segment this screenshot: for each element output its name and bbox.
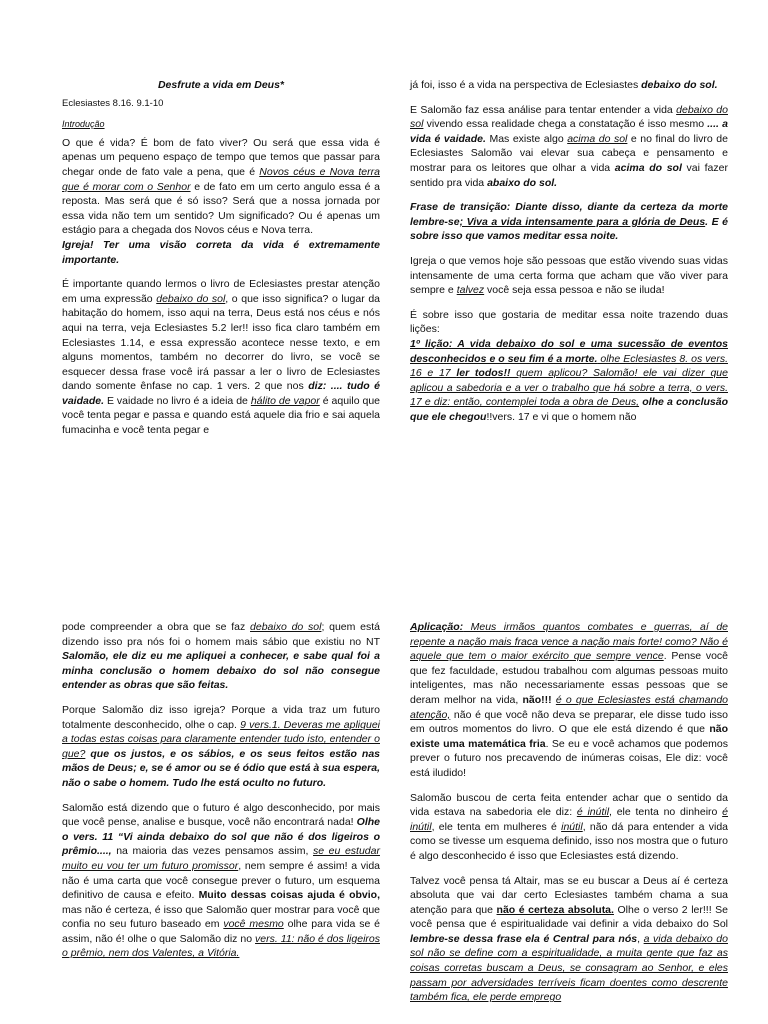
intro-paragraph bbox=[62, 136, 380, 238]
text-emphasis: ler todos!! bbox=[456, 367, 511, 380]
text: Olhe o verso 2 ler!!! Se você pensa que é espiritualidade vai definir a vida debaixo do Sol bbox=[410, 903, 728, 931]
text-emphasis: talvez bbox=[456, 284, 485, 297]
text-emphasis: Frase de transição: Diante disso, diante da certeza da morte lembre-se bbox=[410, 201, 728, 228]
text: !!vers. 17 e vi que o homem não bbox=[486, 410, 637, 423]
text-emphasis: você mesmo bbox=[223, 918, 284, 931]
body-paragraph bbox=[410, 254, 728, 298]
text-emphasis: acima do sol bbox=[614, 161, 682, 174]
text: vai fazer sentido pra vida bbox=[410, 161, 728, 189]
text-emphasis: Aplicação: bbox=[410, 621, 464, 633]
text: . Se eu e você achamos que podemos prever o futuro nos precavendo de inúmeras coisas, Ele diz: você está iludido! bbox=[410, 737, 729, 779]
text: ; quem está dizendo isso pra nós foi o homem mais sábio que existiu no NT bbox=[62, 621, 380, 648]
page-2-left-column bbox=[62, 620, 380, 971]
text-emphasis: que os justos, e os sábios, e os seus feitos estão nas mãos de Deus; e, se é amor ou se é ódio que está à sua espera, não o sabe o homem. Tudo lhe está oculto no futuro. bbox=[62, 747, 380, 789]
text: Talvez você pensa tá Altair, mas se eu buscar a Deus aí é certeza absoluta que vai dar certo Eclesiastes também chama a sua atenção para que bbox=[410, 874, 728, 916]
text-emphasis: hálito de vapor bbox=[250, 394, 320, 407]
body-paragraph bbox=[62, 801, 380, 962]
text-emphasis: quem aplicou? Salomão! ele vai dizer que aplicou a sabedoria e a ver o trabalho que há sobre a terra, o vers. 17 e diz: então, contemplei toda a obra de Deus, bbox=[410, 367, 728, 409]
text: , nem sempre é assim! a vida não é uma carta que você consegue prever o futuro, um esquema definitivo de causa e efeito. bbox=[62, 859, 380, 902]
page-2-right-column bbox=[410, 620, 728, 1015]
text-emphasis: debaixo do sol bbox=[410, 103, 728, 131]
text: olhe para vida se é assim, não é! olhe o que Salomão diz no bbox=[62, 918, 380, 945]
text: é aquilo que você tenta pegar e passa e quando está aquele dia frio e sai aquela fumacinha e você tenta pegar e bbox=[62, 394, 381, 437]
text-emphasis: . E é sobre isso que vamos meditar essa noite. bbox=[410, 215, 728, 243]
text-emphasis: debaixo do sol. bbox=[641, 79, 718, 91]
sermon-title: Desfrute a vida em Deus* bbox=[157, 79, 285, 91]
text-emphasis: ; Viva a vida intensamente para a glória de Deus bbox=[459, 215, 706, 228]
transition-paragraph bbox=[410, 200, 728, 244]
text: Mas existe algo bbox=[485, 132, 568, 145]
text-emphasis: acima do sol bbox=[567, 132, 628, 145]
text: . Pense você que fez faculdade, estudou trabalhou com algumas pessoas muito inteligentes, mas não necessariamente essas pessoas que se deram melhor na vida, bbox=[410, 650, 729, 706]
text: você seja essa pessoa e não se iluda! bbox=[484, 284, 665, 297]
text-emphasis: Novos céus e Nova terra que é morar com o Senhor bbox=[62, 165, 380, 193]
text: Porque Salomão diz isso igreja? Porque a vida traz um futuro totalmente desconhecido, olhe o cap. bbox=[62, 703, 380, 731]
text-emphasis: é inútil bbox=[410, 806, 728, 833]
text: mas não é certeza, é isso que Salomão quer mostrar para você que confia no seu futuro baseado em bbox=[62, 903, 380, 931]
lesson-paragraph bbox=[410, 337, 728, 425]
text-emphasis: olhe a conclusão que ele chegou bbox=[410, 396, 729, 423]
text: Igreja o que vemos hoje são pessoas que estão vivendo suas vidas intensamente de uma certa forma que acham que vão viver para sempre e bbox=[410, 254, 728, 297]
text-emphasis: Salomão, ele diz eu me apliquei a conhecer, e sabe qual foi a minha conclusão o homem debaixo do sol não consegue entender as obras que são feitas. bbox=[62, 650, 380, 692]
scripture-reference: Eclesiastes 8.16. 9.1-10 bbox=[62, 97, 164, 109]
text-emphasis: diz: .... tudo é vaidade. bbox=[62, 380, 381, 407]
body-paragraph bbox=[410, 874, 728, 1005]
text: , não dá para entender a vida como se tivesse um esquema definido, isso nos mostra que o futuro é algo desconhecido é isso que Eclesiastes está dizendo. bbox=[410, 820, 728, 862]
text-emphasis: .... a vida é vaidade. bbox=[410, 118, 728, 145]
text: E Salomão faz essa análise para tentar entender a vida bbox=[410, 103, 677, 116]
text-emphasis: a vida debaixo do sol não se define com a espiritualidade, a muita gente que faz as coisas corretas buscam a Deus, se consagram ao Senhor, e eles passam por adversidades terríveis ficam doentes como descrente também fica, ele perde emprego bbox=[410, 932, 728, 1004]
body-paragraph bbox=[62, 703, 380, 791]
text: e de fato em um certo angulo essa é a reposta. Mas será que é só isso? Será que a nossa jornada por essa vida não tem um sentido? Um significado? Ou é apenas um estágio para a chegada dos Novos céus e Nova terra. bbox=[62, 180, 380, 237]
intro-heading: Introdução bbox=[62, 119, 105, 130]
text: E vaidade no livro é a ideia de bbox=[104, 394, 251, 407]
text: e no final do livro de Eclesiastes Salomão vai elevar sua cabeça e pensamento e mostrar para os leitores que olhar a vida bbox=[410, 132, 728, 174]
text-emphasis: abaixo do sol. bbox=[487, 176, 558, 189]
text: não é que você não deva se preparar, ele disse tudo isso em outros momentos do livro. O que ele está dizendo é que bbox=[410, 708, 728, 736]
page-1-left-column bbox=[62, 78, 380, 448]
text: já foi, isso é a vida na perspectiva de Eclesiastes bbox=[410, 79, 642, 91]
text-emphasis: não existe uma matemática fria bbox=[410, 723, 728, 750]
text-emphasis: debaixo do sol bbox=[156, 292, 226, 305]
page-1-right-column bbox=[410, 78, 728, 434]
text-emphasis: se eu estudar muito eu vou ter um futuro promissor bbox=[62, 845, 380, 872]
text: na maioria das vezes pensamos assim, bbox=[111, 845, 313, 858]
text-emphasis: 1º lição: A vida debaixo do sol e uma sucessão de eventos desconhecidos e o seu fim é a morte. bbox=[410, 337, 728, 365]
body-paragraph bbox=[410, 78, 728, 93]
text-emphasis: Muito dessas coisas ajuda é obvio, bbox=[198, 889, 381, 902]
text: , bbox=[637, 932, 644, 945]
text: vivendo essa realidade chega a constatação é isso mesmo bbox=[423, 118, 708, 131]
body-paragraph bbox=[410, 103, 728, 191]
text: , o que isso significa? o lugar da habitação do homem, isso aqui na terra, Deus está nos céus e nós aqui na terra, veja Eclesiastes 5.2 ler!! isso fica claro também em Eclesiastes 1.14, e essa expressão acontece nesse texto, e em alguns momentos, também no decorrer do livro, se você se esquecer dessa frase você irá passar a ler o livro de Eclesiastes dando somente ênfase no cap. 1 vers. 2 que nos bbox=[62, 292, 381, 393]
body-paragraph bbox=[410, 791, 728, 864]
text: Salomão buscou de certa feita entender achar que o sentido da vida estava na sabedoria ele diz: bbox=[410, 791, 728, 819]
text-emphasis: inútil bbox=[561, 820, 583, 833]
text-emphasis: é inútil bbox=[576, 806, 610, 819]
text-emphasis: Igreja! Ter uma visão correta da vida é extremamente importante. bbox=[62, 238, 380, 266]
text-emphasis: debaixo do sol bbox=[250, 621, 322, 633]
text-emphasis: não!!! bbox=[522, 693, 552, 706]
callout-paragraph bbox=[62, 238, 380, 267]
text: pode compreender a obra que se faz bbox=[62, 621, 251, 633]
body-paragraph bbox=[62, 620, 380, 693]
body-paragraph: É sobre isso que gostaria de meditar essa noite trazendo duas lições: bbox=[410, 308, 728, 336]
text-emphasis: Meus irmãos quantos combates e guerras, aí de repente a nação mais fraca vence a nação mais forte! como? Não é aquele que tem o maior exército que sempre vence bbox=[410, 621, 728, 663]
text-emphasis: olhe Eclesiastes 8. os vers. 16 e 17 bbox=[410, 352, 728, 380]
text-emphasis: 9 vers.1. Deveras me apliquei a todas estas coisas para claramente entender tudo isto, entender o que? bbox=[62, 718, 380, 760]
text: , ele tenta no dinheiro bbox=[609, 806, 723, 819]
application-paragraph bbox=[410, 620, 728, 781]
text: , ele tenta em mulheres é bbox=[431, 820, 562, 833]
text: O que é vida? É bom de fato viver? Ou será que essa vida é apenas um pequeno espaço de tempo que temos que passar para chegar onde de fato vale a pena, que é bbox=[62, 136, 380, 178]
text: Salomão está dizendo que o futuro é algo desconhecido, por mais que você pense, analise e busque, você não encontrará nada! bbox=[62, 801, 380, 829]
text-emphasis: não é certeza absoluta. bbox=[496, 903, 614, 916]
body-paragraph bbox=[62, 277, 380, 438]
text-emphasis: vers. 11: não é dos ligeiros o prêmio, nem dos Valentes, a Vitória. bbox=[62, 932, 380, 960]
text: É importante quando lermos o livro de Eclesiastes prestar atenção em uma expressão bbox=[62, 278, 380, 305]
text-emphasis: Olhe o vers. 11 “Vi ainda debaixo do sol que não é dos ligeiros o prêmio...., bbox=[62, 816, 380, 858]
text-emphasis: lembre-se dessa frase ela é Central para nós bbox=[410, 932, 638, 945]
text-emphasis: é o que Eclesiastes está chamando atenção, bbox=[410, 693, 728, 721]
